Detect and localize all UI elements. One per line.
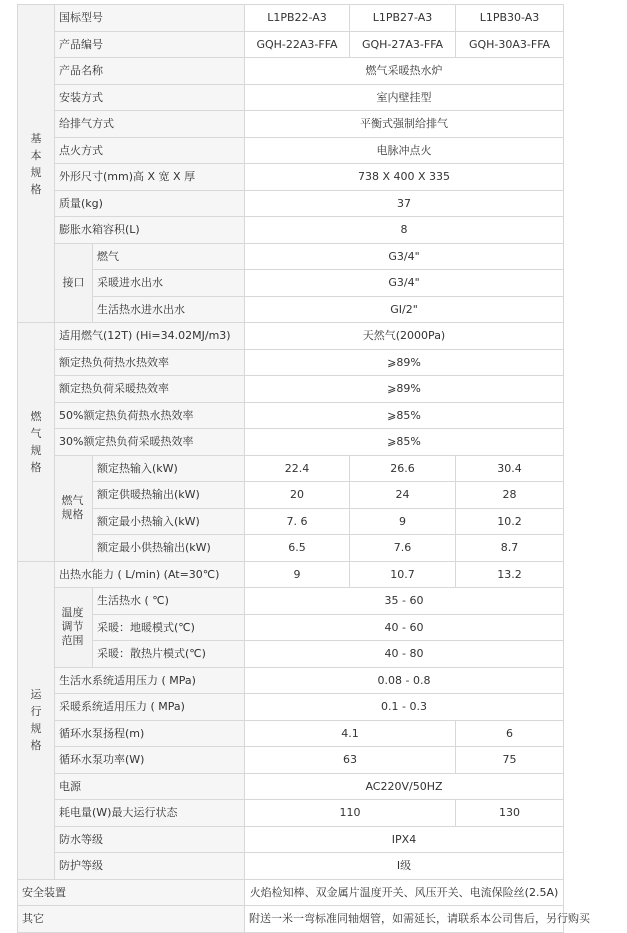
hotwater-3: 13.2 bbox=[456, 561, 564, 588]
label-tank: 膨胀水箱容积(L) bbox=[55, 217, 245, 244]
pump-power-1: 63 bbox=[245, 747, 456, 774]
label-port-gas: 燃气 bbox=[93, 243, 245, 270]
label-pump-head: 循环水泵扬程(m) bbox=[55, 720, 245, 747]
value-ignition: 电脉冲点火 bbox=[245, 137, 564, 164]
row-tank bbox=[18, 217, 564, 244]
min-output-1: 6.5 bbox=[245, 535, 350, 562]
row-consumption bbox=[18, 800, 564, 827]
label-consumption: 耗电量(W)最大运行状态 bbox=[55, 800, 245, 827]
row-protect bbox=[18, 853, 564, 880]
value-dhw-pressure: 0.08 - 0.8 bbox=[245, 667, 564, 694]
category-run: 运行规格 bbox=[18, 561, 55, 879]
model-3: L1PB30-A3 bbox=[456, 5, 564, 32]
value-eff1: ⩾89% bbox=[245, 349, 564, 376]
value-temp-floor: 40 - 60 bbox=[245, 614, 564, 641]
label-heat-input: 额定热输入(kW) bbox=[93, 455, 245, 482]
label-heat-output: 额定供暖热输出(kW) bbox=[93, 482, 245, 509]
heat-input-3: 30.4 bbox=[456, 455, 564, 482]
value-heat-pressure: 0.1 - 0.3 bbox=[245, 694, 564, 721]
label-waterproof: 防水等级 bbox=[55, 826, 245, 853]
hotwater-1: 9 bbox=[245, 561, 350, 588]
label-model: 国标型号 bbox=[55, 5, 245, 32]
label-temp-dhw: 生活热水 ( ℃) bbox=[93, 588, 245, 615]
value-size: 738 X 400 X 335 bbox=[245, 164, 564, 191]
value-other: 附送一米一弯标准同轴烟管，如需延长，请联系本公司售后，另行购买 bbox=[245, 906, 564, 933]
label-temp-floor: 采暖：地暖模式(℃) bbox=[93, 614, 245, 641]
value-eff4: ⩾85% bbox=[245, 429, 564, 456]
row-temp-dhw bbox=[18, 588, 564, 615]
value-eff3: ⩾85% bbox=[245, 402, 564, 429]
row-other bbox=[18, 906, 564, 933]
label-dhw-pressure: 生活水系统适用压力 ( MPa) bbox=[55, 667, 245, 694]
row-size bbox=[18, 164, 564, 191]
label-gastype: 适用燃气(12T) (Hi=34.02MJ/m3) bbox=[55, 323, 245, 350]
label-eff2: 额定热负荷采暖热效率 bbox=[55, 376, 245, 403]
value-port-gas: G3/4" bbox=[245, 243, 564, 270]
row-waterproof bbox=[18, 826, 564, 853]
label-gas-spec: 燃气规格 bbox=[55, 455, 93, 561]
value-install: 室内壁挂型 bbox=[245, 84, 564, 111]
value-gastype: 天然气(2000Pa) bbox=[245, 323, 564, 350]
row-gastype bbox=[18, 323, 564, 350]
category-basic: 基本规格 bbox=[18, 5, 55, 323]
label-min-output: 额定最小供热输出(kW) bbox=[93, 535, 245, 562]
label-port-heating: 采暖进水出水 bbox=[93, 270, 245, 297]
row-heat-output bbox=[18, 482, 564, 509]
spec-table bbox=[17, 4, 590, 933]
value-eff2: ⩾89% bbox=[245, 376, 564, 403]
consumption-2: 130 bbox=[456, 800, 564, 827]
row-min-input bbox=[18, 508, 564, 535]
model-2: L1PB27-A3 bbox=[350, 5, 456, 32]
label-port-hotwater: 生活热水进水出水 bbox=[93, 296, 245, 323]
row-temp-radiator bbox=[18, 641, 564, 668]
pump-head-2: 6 bbox=[456, 720, 564, 747]
min-input-3: 10.2 bbox=[456, 508, 564, 535]
min-output-3: 8.7 bbox=[456, 535, 564, 562]
row-power bbox=[18, 773, 564, 800]
row-eff3 bbox=[18, 402, 564, 429]
row-eff2 bbox=[18, 376, 564, 403]
row-heat-pressure bbox=[18, 694, 564, 721]
category-gas: 燃气规格 bbox=[18, 323, 55, 562]
row-hotwater bbox=[18, 561, 564, 588]
value-safety: 火焰检知棒、双金属片温度开关、风压开关、电流保险丝(2.5A) bbox=[245, 879, 564, 906]
row-name bbox=[18, 58, 564, 85]
label-code: 产品编号 bbox=[55, 31, 245, 58]
row-port-heating bbox=[18, 270, 564, 297]
row-safety bbox=[18, 879, 564, 906]
value-power: AC220V/50HZ bbox=[245, 773, 564, 800]
value-protect: I级 bbox=[245, 853, 564, 880]
label-other: 其它 bbox=[18, 906, 245, 933]
value-tank: 8 bbox=[245, 217, 564, 244]
heat-input-2: 26.6 bbox=[350, 455, 456, 482]
value-mass: 37 bbox=[245, 190, 564, 217]
code-2: GQH-27A3-FFA bbox=[350, 31, 456, 58]
label-mass: 质量(kg) bbox=[55, 190, 245, 217]
label-ignition: 点火方式 bbox=[55, 137, 245, 164]
label-temp-radiator: 采暖：散热片模式(℃) bbox=[93, 641, 245, 668]
label-pump-power: 循环水泵功率(W) bbox=[55, 747, 245, 774]
row-ignition bbox=[18, 137, 564, 164]
label-min-input: 额定最小热输入(kW) bbox=[93, 508, 245, 535]
label-eff1: 额定热负荷热水热效率 bbox=[55, 349, 245, 376]
label-size: 外形尺寸(mm)高 X 宽 X 厚 bbox=[55, 164, 245, 191]
label-heat-pressure: 采暖系统适用压力 ( MPa) bbox=[55, 694, 245, 721]
pump-power-2: 75 bbox=[456, 747, 564, 774]
min-output-2: 7.6 bbox=[350, 535, 456, 562]
label-power: 电源 bbox=[55, 773, 245, 800]
value-temp-radiator: 40 - 80 bbox=[245, 641, 564, 668]
label-install: 安装方式 bbox=[55, 84, 245, 111]
row-model bbox=[18, 5, 564, 32]
row-mass bbox=[18, 190, 564, 217]
row-eff1 bbox=[18, 349, 564, 376]
row-pump-power bbox=[18, 747, 564, 774]
row-min-output bbox=[18, 535, 564, 562]
value-temp-dhw: 35 - 60 bbox=[245, 588, 564, 615]
label-eff3: 50%额定热负荷热水热效率 bbox=[55, 402, 245, 429]
row-port-hotwater bbox=[18, 296, 564, 323]
row-eff4 bbox=[18, 429, 564, 456]
value-name: 燃气采暖热水炉 bbox=[245, 58, 564, 85]
value-waterproof: IPX4 bbox=[245, 826, 564, 853]
code-1: GQH-22A3-FFA bbox=[245, 31, 350, 58]
heat-input-1: 22.4 bbox=[245, 455, 350, 482]
heat-output-3: 28 bbox=[456, 482, 564, 509]
label-hotwater: 出热水能力 ( L/min) (At=30℃) bbox=[55, 561, 245, 588]
row-dhw-pressure bbox=[18, 667, 564, 694]
value-port-hotwater: GI/2" bbox=[245, 296, 564, 323]
label-safety: 安全装置 bbox=[18, 879, 245, 906]
label-port: 接口 bbox=[55, 243, 93, 323]
hotwater-2: 10.7 bbox=[350, 561, 456, 588]
row-port-gas bbox=[18, 243, 564, 270]
value-port-heating: G3/4" bbox=[245, 270, 564, 297]
model-1: L1PB22-A3 bbox=[245, 5, 350, 32]
row-pump-head bbox=[18, 720, 564, 747]
label-temp-range: 温度调节范围 bbox=[55, 588, 93, 668]
row-heat-input bbox=[18, 455, 564, 482]
label-exhaust: 给排气方式 bbox=[55, 111, 245, 138]
consumption-1: 110 bbox=[245, 800, 456, 827]
label-eff4: 30%额定热负荷采暖热效率 bbox=[55, 429, 245, 456]
heat-output-1: 20 bbox=[245, 482, 350, 509]
min-input-1: 7. 6 bbox=[245, 508, 350, 535]
row-temp-floor bbox=[18, 614, 564, 641]
row-code bbox=[18, 31, 564, 58]
row-install bbox=[18, 84, 564, 111]
value-exhaust: 平衡式强制给排气 bbox=[245, 111, 564, 138]
label-name: 产品名称 bbox=[55, 58, 245, 85]
pump-head-1: 4.1 bbox=[245, 720, 456, 747]
min-input-2: 9 bbox=[350, 508, 456, 535]
label-protect: 防护等级 bbox=[55, 853, 245, 880]
code-3: GQH-30A3-FFA bbox=[456, 31, 564, 58]
heat-output-2: 24 bbox=[350, 482, 456, 509]
row-exhaust bbox=[18, 111, 564, 138]
